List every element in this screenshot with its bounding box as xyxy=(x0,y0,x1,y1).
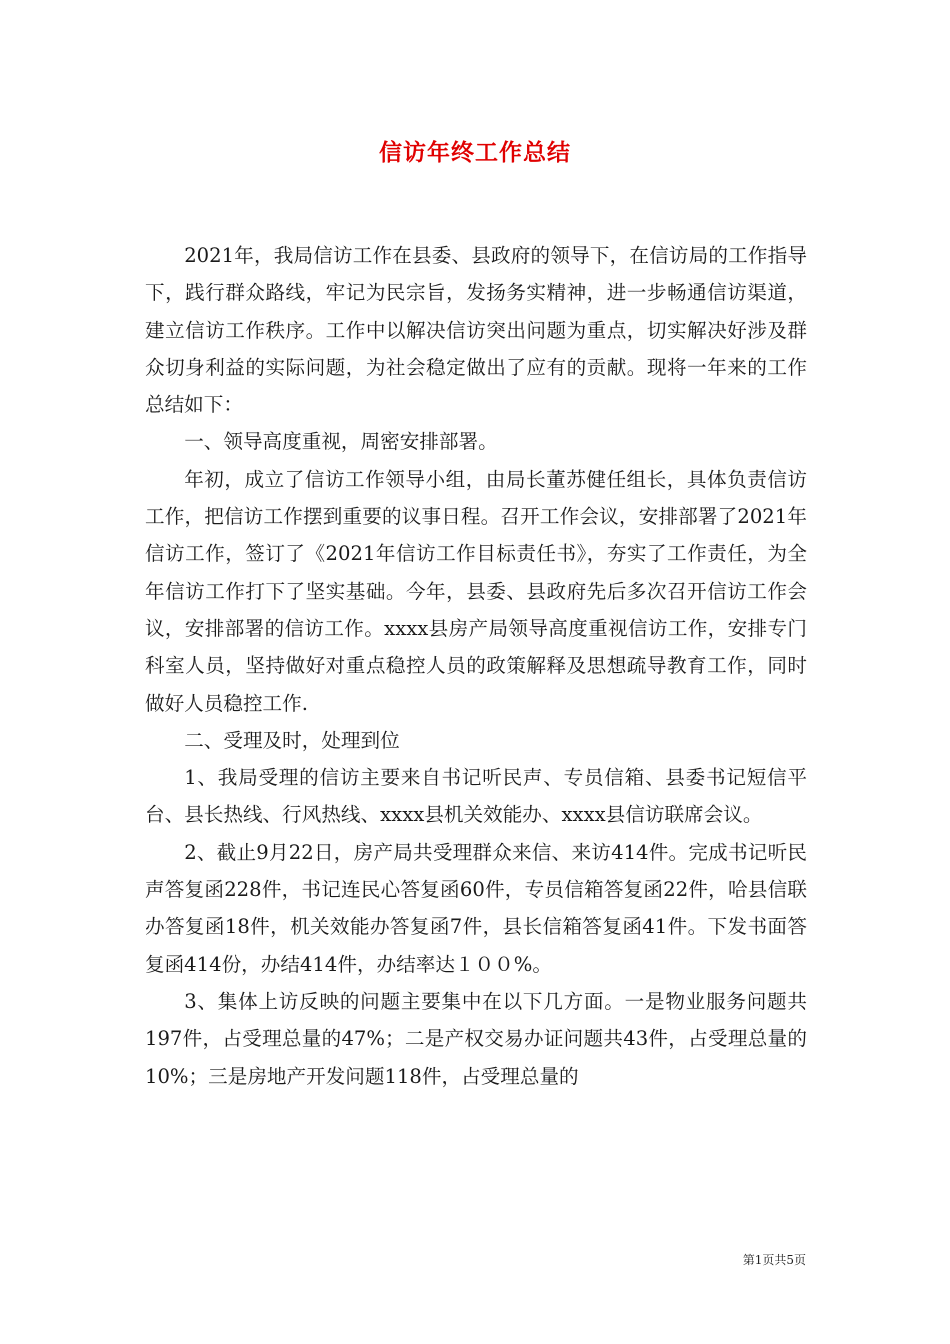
paragraph-item-1: 1、我局受理的信访主要来自书记听民声、专员信箱、县委书记短信平台、县长热线、行风热线、xxxx县机关效能办、xxxx县信访联席会议。 xyxy=(145,766,807,827)
paragraph-intro: 2021年，我局信访工作在县委、县政府的领导下，在信访局的工作指导下，践行群众路线，牢记为民宗旨，发扬务实精神，进一步畅通信访渠道，建立信访工作秩序。工作中以解决信访突出问题为重点，切实解决好涉及群众切身利益的实际问题，为社会稳定做出了应有的贡献。现将一年来的工作总结如下： xyxy=(145,244,807,417)
paragraph-item-2: 2、截止9月22日，房产局共受理群众来信、来访414件。完成书记听民声答复函228件，书记连民心答复函60件，专员信箱答复函22件，哈县信联办答复函18件，机关效能办答复函7件，县长信箱答复函41件。下发书面答复函414份，办结414件，办结率达１００%。 xyxy=(145,840,807,976)
page-number-footer: 第1页共5页 xyxy=(742,1253,806,1267)
paragraph-section-1: 年初，成立了信访工作领导小组，由局长董苏健任组长，具体负责信访工作，把信访工作摆到重要的议事日程。召开工作会议，安排部署了2021年信访工作，签订了《2021年信访工作目标责任书》，夯实了工作责任，为全年信访工作打下了坚实基础。今年，县委、县政府先后多次召开信访工作会议，安排部署的信访工作。xxxx县房产局领导高度重视信访工作，安排专门科室人员，坚持做好对重点稳控人员的政策解释及思想疏导教育工作，同时做好人员稳控工作. xyxy=(145,467,807,715)
paragraph-item-3: 3、集体上访反映的问题主要集中在以下几方面。一是物业服务问题共197件，占受理总量的47%；二是产权交易办证问题共43件，占受理总量的10%；三是房地产开发问题118件，占受理总量的 xyxy=(145,989,807,1088)
document-body xyxy=(145,237,807,1095)
document-title: 信访年终工作总结 xyxy=(379,139,571,166)
section-heading-2: 二、受理及时，处理到位 xyxy=(184,728,400,752)
section-heading-1: 一、领导高度重视，周密安排部署。 xyxy=(184,430,498,454)
